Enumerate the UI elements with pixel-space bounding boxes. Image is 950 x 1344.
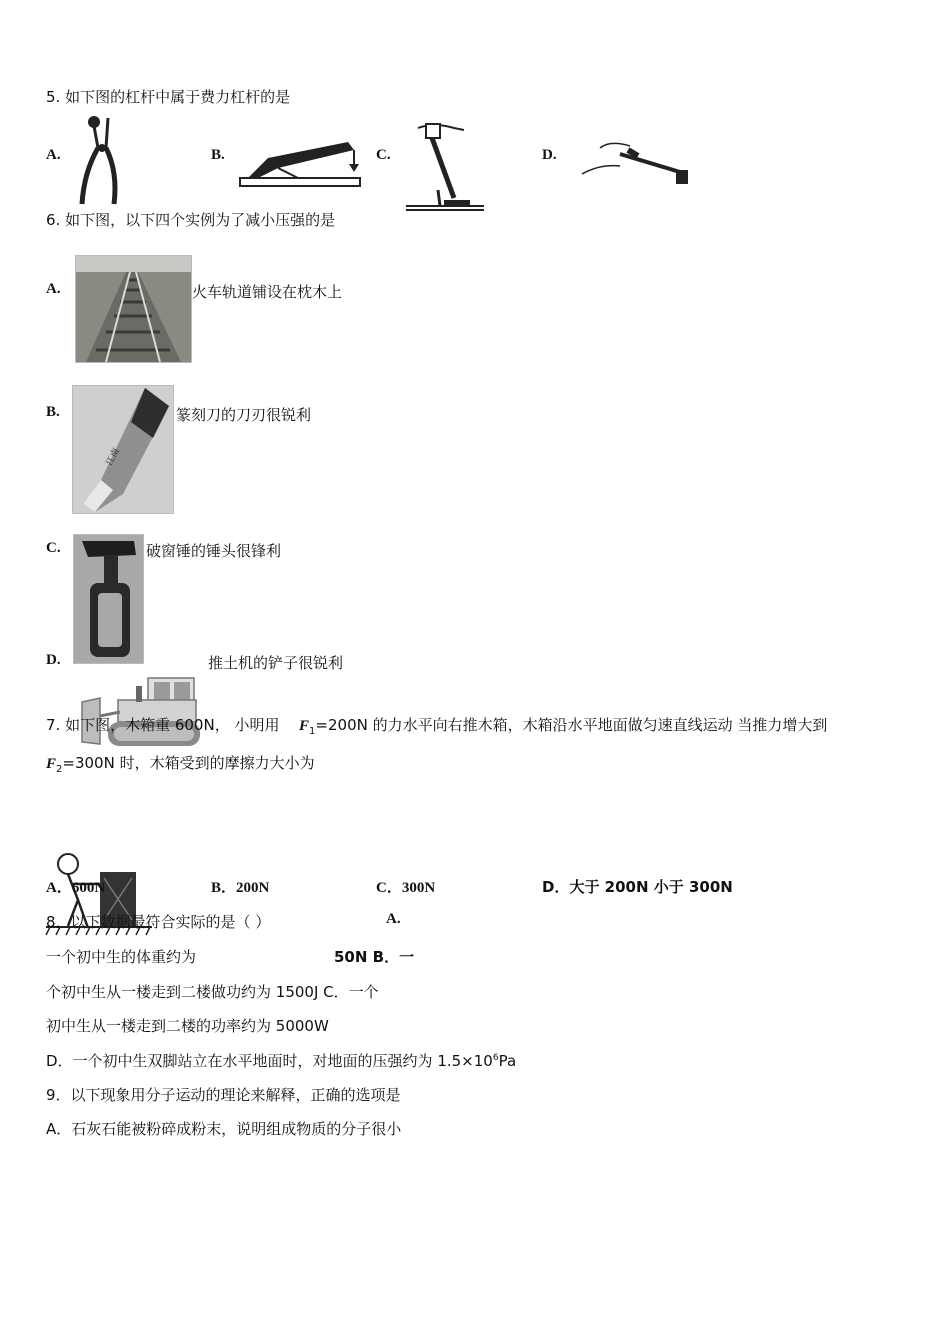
q6-option-d-text: 推土机的铲子很锐利 <box>208 654 344 672</box>
q9-stem: 9．以下现象用分子运动的理论来解释，正确的选项是 <box>46 1086 401 1104</box>
q5-option-b-label: B. <box>211 147 225 163</box>
q8-line3: 初中生从一楼走到二楼的功率约为 5000W <box>46 1017 329 1035</box>
q9-option-a: A．石灰石能被粉碎成粉末，说明组成物质的分子很小 <box>46 1120 402 1138</box>
q5-stem: 5. 如下图的杠杆中属于费力杠杆的是 <box>46 88 291 106</box>
q6-stem: 6. 如下图，以下四个实例为了减小压强的是 <box>46 211 336 229</box>
q5-option-d-label: D. <box>542 147 557 163</box>
q8-line1: 一个初中生的体重约为 <box>46 948 197 966</box>
crowbar-figure <box>404 120 488 212</box>
tweezers-figure <box>580 134 694 190</box>
svg-text:江南: 江南 <box>104 446 123 468</box>
q8-line4-exponent: 6 <box>492 1053 499 1063</box>
q7-option-b: B．200N <box>211 880 270 896</box>
q8-line4-start: D．一个初中生双脚站立在水平地面时，对地面的压强约为 1.5×10 <box>46 1052 493 1070</box>
safety-hammer-photo <box>73 534 144 664</box>
q7-force-f1-symbol: F <box>299 718 310 734</box>
q8-line4 <box>46 1050 516 1071</box>
q8-line1-tail: 50N B．一 <box>334 948 415 966</box>
q5-option-a-label: A. <box>46 147 61 163</box>
q6-option-a-text: 火车轨道铺设在枕木上 <box>192 283 343 301</box>
q8-option-a-label: A. <box>386 911 401 927</box>
q7-stem-line2 <box>46 752 315 775</box>
railway-photo <box>75 255 192 363</box>
q8-line2: 个初中生从一楼走到二楼做功约为 1500J C．一个 <box>46 983 379 1001</box>
q7-force-f1-subscript: 1 <box>309 726 316 737</box>
q7-stem-start: 7. 如下图，木箱重 600N， 小明用 <box>46 716 280 734</box>
carving-knife-photo <box>72 385 174 514</box>
q7-option-c: C．300N <box>376 880 436 896</box>
q7-force-f2-symbol: F <box>46 756 57 772</box>
q7-force-f2-subscript: 2 <box>56 764 63 775</box>
q7-option-d: D．大于 200N 小于 300N <box>542 878 733 896</box>
q6-option-c-label: C. <box>46 540 61 556</box>
q6-option-a-label: A. <box>46 281 61 297</box>
q6-option-d-label: D. <box>46 652 61 668</box>
q8-stem: 8．以下数据最符合实际的是（ ） <box>46 913 271 931</box>
stapler-figure <box>238 128 366 190</box>
q5-option-c-label: C. <box>376 147 391 163</box>
q7-stem-mid: =200N 的力水平向右推木箱，木箱沿水平地面做匀速直线运动 当推力增大到 <box>315 716 828 734</box>
q8-line4-end: Pa <box>498 1052 517 1070</box>
bulldozer-photo <box>78 672 202 752</box>
q6-option-c-text: 破窗锤的锤头很锋利 <box>146 542 282 560</box>
q7-stem-end: =300N 时，木箱受到的摩擦力大小为 <box>62 754 315 772</box>
q7-option-a: A．600N <box>46 880 106 896</box>
q7-stem-line1 <box>46 714 827 737</box>
q6-option-b-text: 篆刻刀的刀刃很锐利 <box>176 406 312 424</box>
q6-option-b-label: B. <box>46 404 60 420</box>
pliers-figure <box>74 112 130 208</box>
